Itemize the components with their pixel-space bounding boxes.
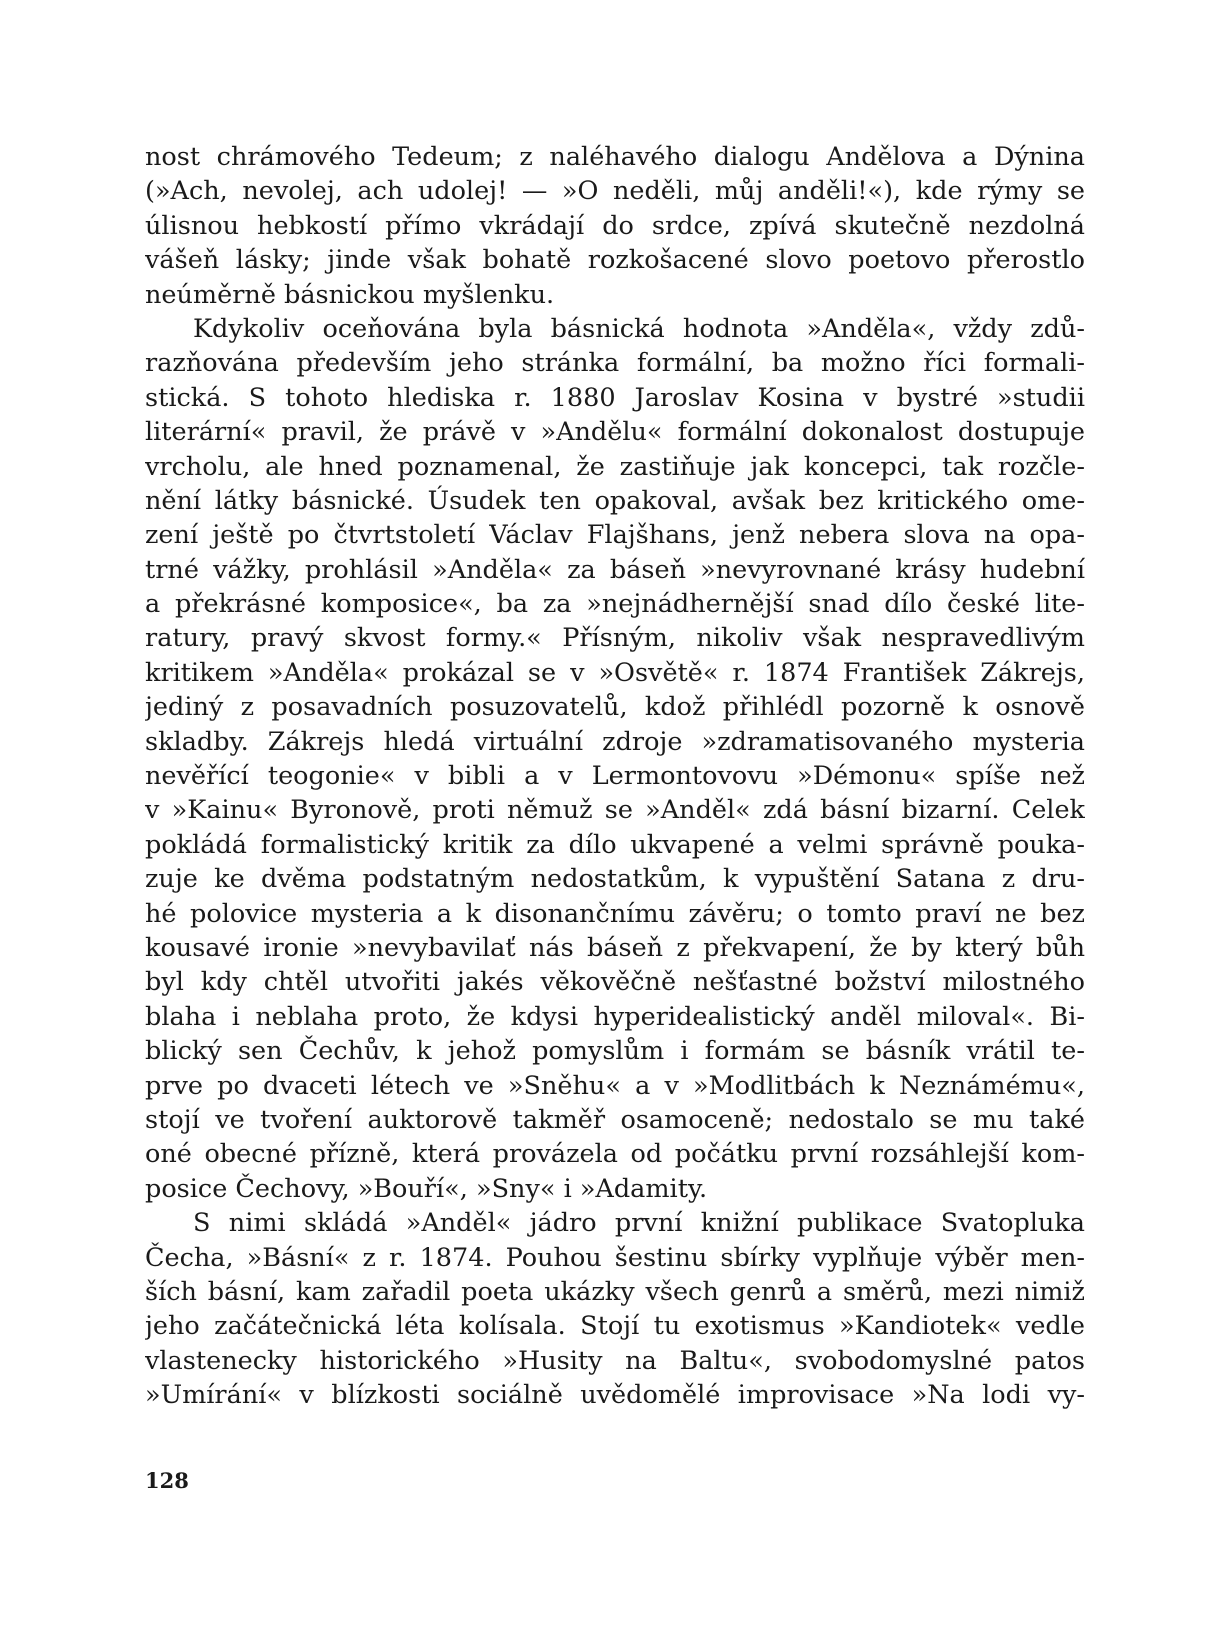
text-line: neúměrně básnickou myšlenku. bbox=[145, 279, 555, 310]
text-line: skladby. Zákrejs hledá virtuální zdroje »zdramatisovaného mysteria bbox=[145, 726, 1085, 757]
body-text bbox=[145, 140, 1085, 1412]
text-line: blaha i neblaha proto, že kdysi hyperidealistický anděl miloval«. Bi- bbox=[145, 1001, 1085, 1032]
text-line: pokládá formalistický kritik za dílo ukvapené a velmi správně pouka- bbox=[145, 829, 1085, 860]
text-line: oné obecné přízně, která provázela od počátku první rozsáhlejší kom- bbox=[145, 1139, 1085, 1170]
text-line: nevěřící teogonie« v bibli a v Lermontovovu »Démonu« spíše než bbox=[145, 761, 1085, 792]
paragraph-first-line: Kdykoliv oceňována byla básnická hodnota »Anděla«, vždy zdů- bbox=[193, 313, 1085, 344]
text-line: stojí ve tvoření auktorově takměř osamoceně; nedostalo se mu také bbox=[145, 1104, 1085, 1135]
text-line: jediný z posavadních posuzovatelů, kdož přihlédl pozorně k osnově bbox=[145, 692, 1085, 723]
text-line: (»Ach, nevolej, ach udolej! — »O neděli, můj anděli!«), kde rýmy se bbox=[145, 176, 1085, 207]
text-line: »Umírání« v blízkosti sociálně uvědomělé improvisace »Na lodi vy- bbox=[145, 1380, 1085, 1411]
text-line: literární« pravil, že právě v »Andělu« formální dokonalost dostupuje bbox=[145, 417, 1085, 448]
text-line: vášeň lásky; jinde však bohatě rozkošacené slovo poetovo přerostlo bbox=[145, 245, 1085, 276]
text-line: trné vážky, prohlásil »Anděla« za báseň »nevyrovnané krásy hudební bbox=[145, 554, 1085, 585]
text-line: hé polovice mysteria a k disonančnímu závěru; o tomto praví ne bez bbox=[145, 898, 1085, 929]
text-line: kousavé ironie »nevybavilať nás báseň z překvapení, že by který bůh bbox=[145, 932, 1085, 963]
text-line: vrcholu, ale hned poznamenal, že zastiňuje jak koncepci, tak rozčle- bbox=[145, 451, 1085, 482]
text-line: nění látky básnické. Úsudek ten opakoval, avšak bez kritického ome- bbox=[145, 485, 1085, 516]
text-line: nost chrámového Tedeum; z naléhavého dialogu Andělova a Dýnina bbox=[145, 142, 1085, 172]
text-line: vlastenecky historického »Husity na Baltu«, svobodomyslné patos bbox=[145, 1345, 1085, 1376]
text-line: v »Kainu« Byronově, proti němuž se »Anděl« zdá básní bizarní. Celek bbox=[145, 795, 1085, 826]
page-number: 128 bbox=[145, 1468, 189, 1493]
text-line: zení ještě po čtvrtstoletí Václav Flajšhans, jenž nebera slova na opa- bbox=[145, 520, 1085, 551]
text-line: úlisnou hebkostí přímo vkrádají do srdce, zpívá skutečně nezdolná bbox=[145, 210, 1085, 241]
text-line: prve po dvaceti létech ve »Sněhu« a v »Modlitbách k Neznámému«, bbox=[145, 1070, 1085, 1101]
text-line: razňována především jeho stránka formální, ba možno říci formali- bbox=[145, 348, 1085, 379]
text-line: jeho začátečnická léta kolísala. Stojí tu exotismus »Kandiotek« vedle bbox=[145, 1311, 1085, 1342]
text-line: zuje ke dvěma podstatným nedostatkům, k vypuštění Satana z dru- bbox=[145, 864, 1085, 895]
text-line: byl kdy chtěl utvořiti jakés věkověčně nešťastné božství milostného bbox=[145, 967, 1085, 998]
text-line: a překrásné komposice«, ba za »nejnádhernější snad dílo české lite- bbox=[145, 589, 1085, 620]
paragraph-first-line: S nimi skládá »Anděl« jádro první knižní publikace Svatopluka bbox=[193, 1208, 1085, 1239]
text-line: ratury, pravý skvost formy.« Přísným, nikoliv však nespravedlivým bbox=[145, 623, 1085, 654]
text-line: kritikem »Anděla« prokázal se v »Osvětě« r. 1874 František Zákrejs, bbox=[145, 657, 1085, 688]
text-line: blický sen Čechův, k jehož pomyslům i formám se básník vrátil te- bbox=[145, 1036, 1085, 1067]
text-line: ších básní, kam zařadil poeta ukázky všech genrů a směrů, mezi nimiž bbox=[145, 1276, 1085, 1307]
text-line: Čecha, »Básní« z r. 1874. Pouhou šestinu sbírky vyplňuje výběr men- bbox=[145, 1242, 1085, 1273]
text-line: posice Čechovy, »Bouří«, »Sny« i »Adamity. bbox=[145, 1173, 708, 1204]
text-line: stická. S tohoto hlediska r. 1880 Jaroslav Kosina v bystré »studii bbox=[145, 382, 1085, 413]
